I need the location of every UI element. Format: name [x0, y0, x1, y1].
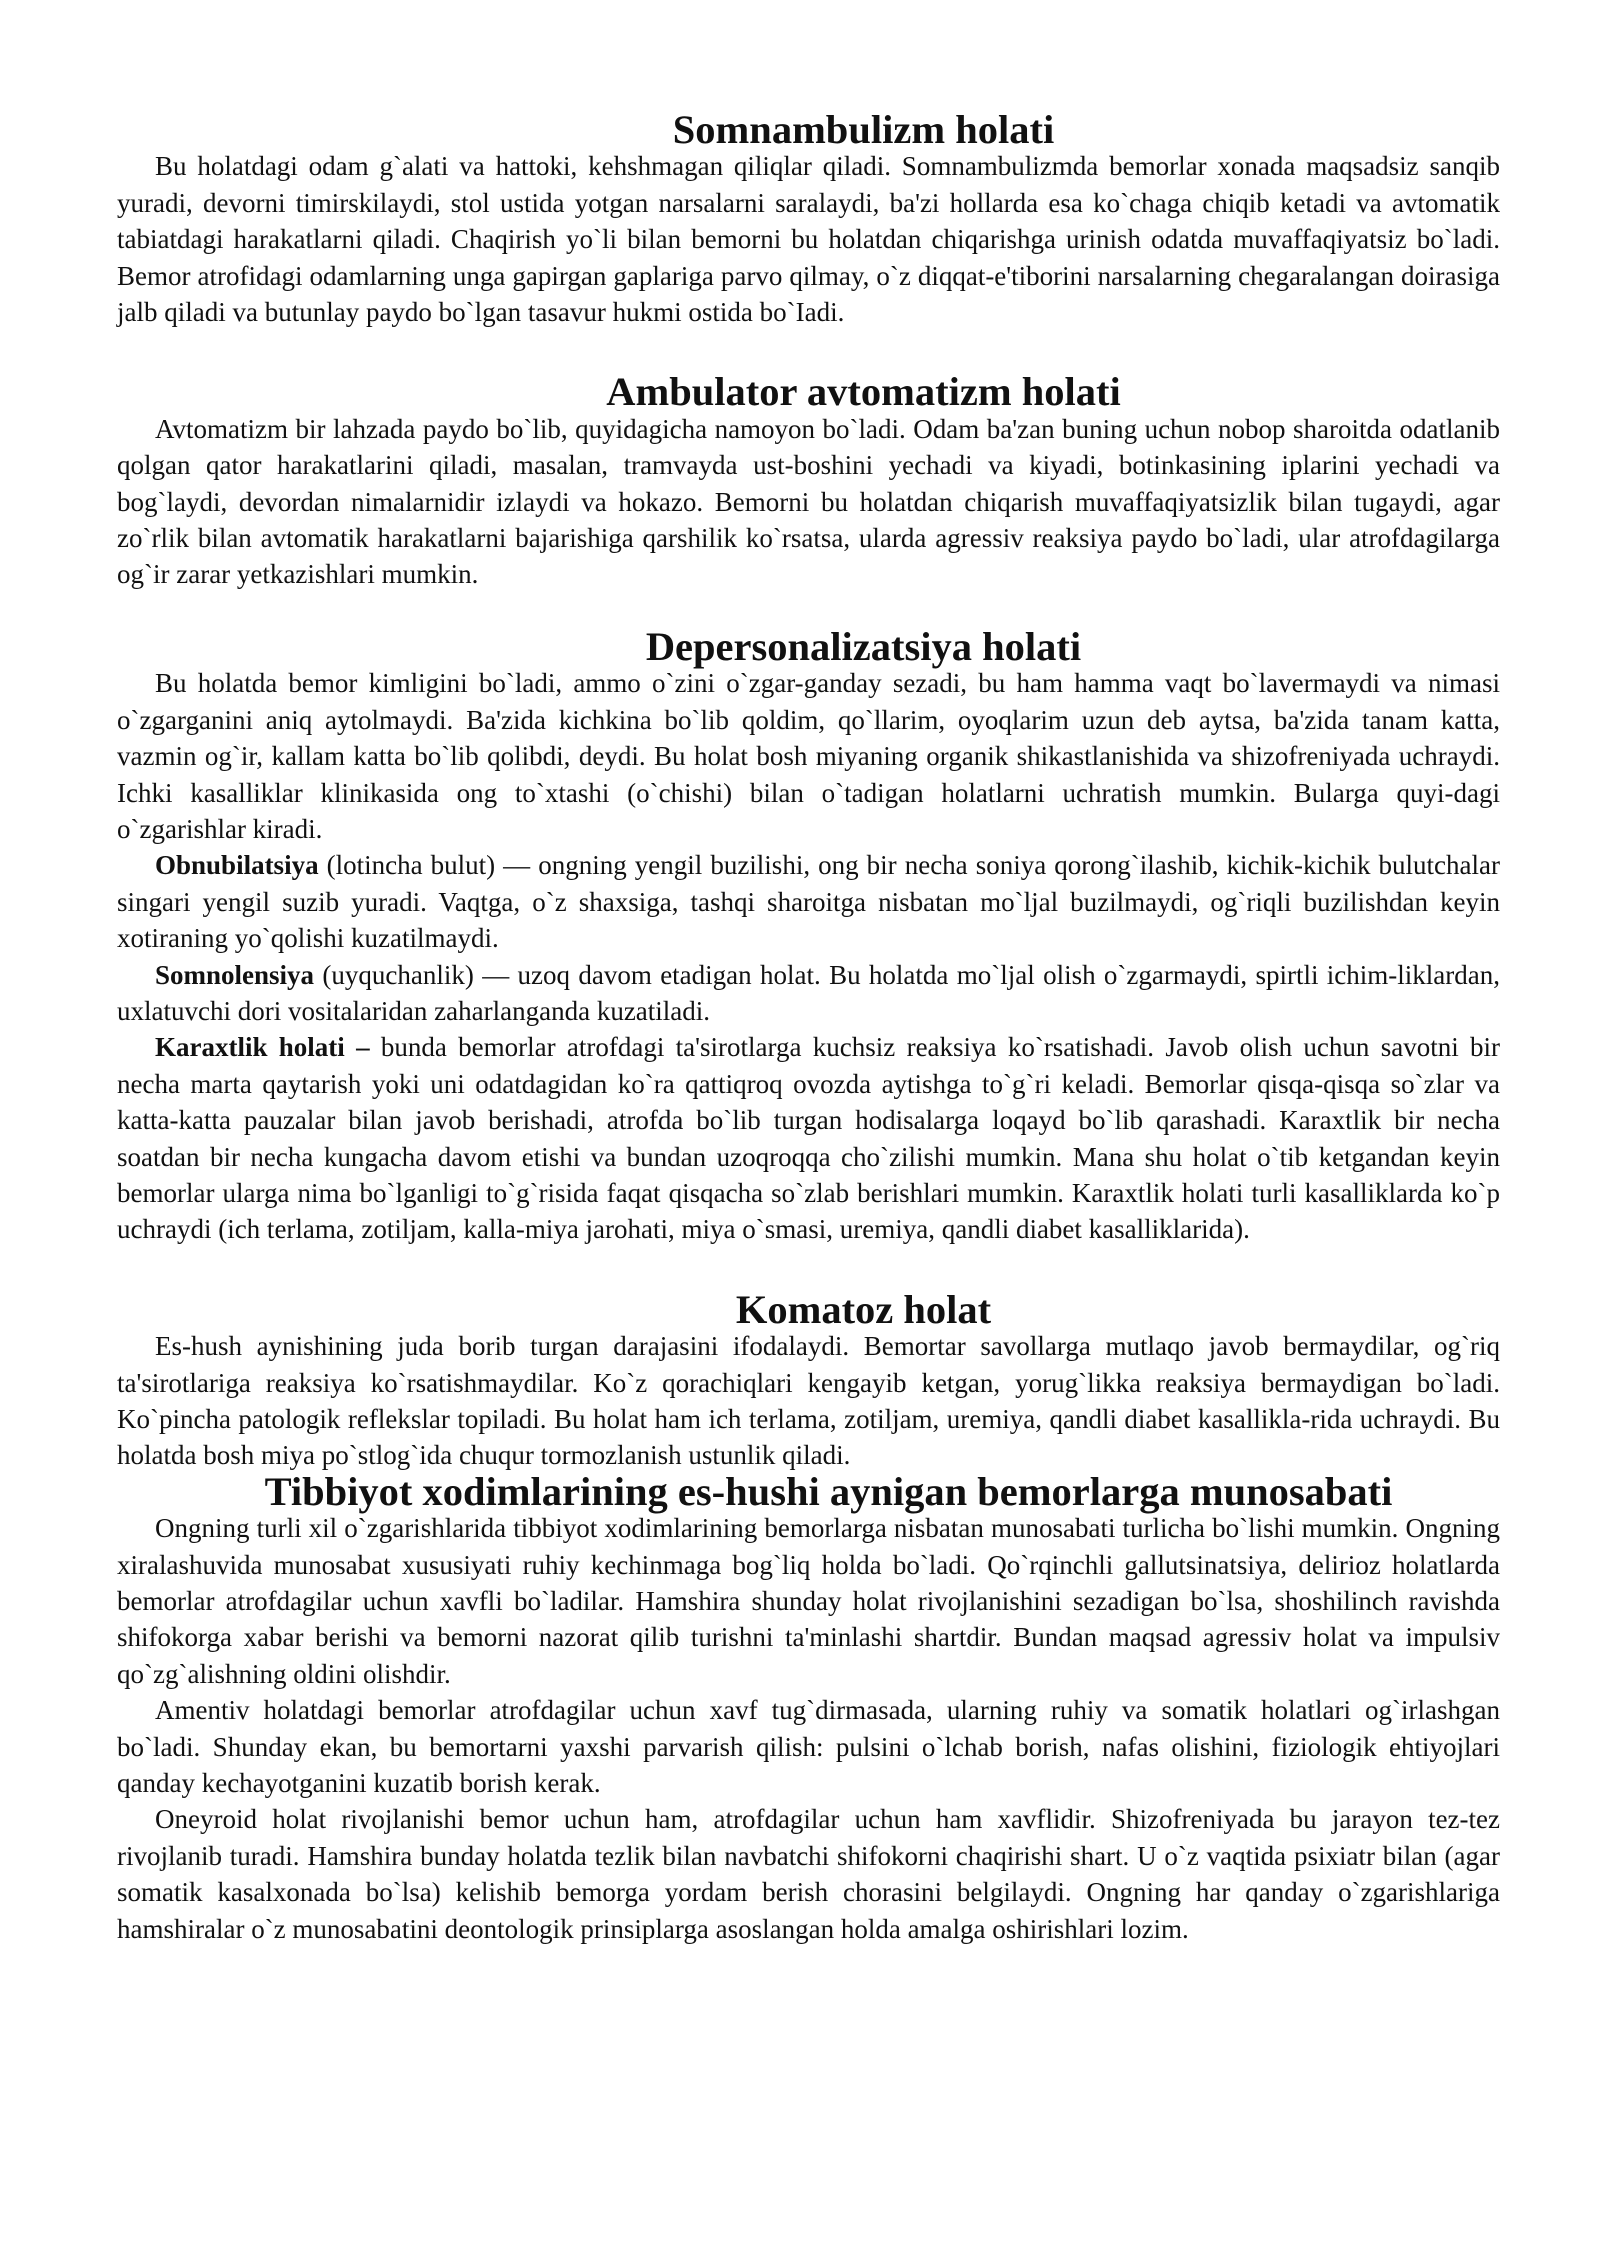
paragraph-karaxtlik: [117, 1029, 1500, 1247]
paragraph-somnolensiya: [117, 957, 1500, 1030]
paragraph: Avtomatizm bir lahzada paydo bo`lib, quyidagicha namoyon bo`ladi. Odam ba'zan buning uchun nobop sharoitda odatlanib qolgan qator harakatlarini qiladi, masalan, tramvayda ust-boshini yechadi va kiyadi, botinkasining iplarini yechadi va bog`laydi, devordan nimalarnidir izlaydi va hokazo. Bemorni bu holatdan chiqarish muvaffaqiyatsizlik bilan tugaydi, agar zo`rlik bilan avtomatik harakatlarni bajarishiga qarshilik ko`rsatsa, ularda agressiv reaksiya paydo bo`ladi, ular atrofdagilarga og`ir zarar yetkazishlari mumkin.: [117, 413, 1500, 590]
term-text: (uyquchanlik) — uzoq davom etadigan holat. Bu holatda mo`ljal olish o`zgarmaydi, spirtli ichim-liklardan, uxlatuvchi dori vositalaridan zaharlanganda kuzatiladi.: [117, 959, 1500, 1026]
paragraph: Amentiv holatdagi bemorlar atrofdagilar uchun xavf tug`dirmasada, ularning ruhiy va somatik holatlari og`irlashgan bo`ladi. Shunday ekan, bu bemortarni yaxshi parvarish qilish: pulsini o`lchab borish, nafas olishini, fiziologik ehtiyojlari qanday kechayotganini kuzatib borish kerak.: [117, 1695, 1500, 1799]
section-ambulator: [117, 369, 1500, 592]
paragraph: Ongning turli xil o`zgarishlarida tibbiyot xodimlarining bemorlarga nisbatan munosabati turlicha bo`lishi mumkin. Ongning xiralashuvida munosabat xususiyati ruhiy kechinmaga bog`liq holda bo`ladi. Qo`rqinchli gallutsinatsiya, delirioz holatlarda bemorlar atrofdagilar uchun xavfli bo`ladilar. Hamshira shunday holat rivojlanishini sezadigan bo`lsa, shoshilinch ravishda shifokorga xabar berishi va bemorni nazorat qilib turishni ta'minlashi shartdir. Bundan maqsad agressiv holat va impulsiv qo`zg`alishning oldini olishdir.: [117, 1513, 1500, 1689]
section-heading: Ambulator avtomatizm holati: [606, 369, 1121, 415]
term-text: (lotincha bulut) — ongning yengil buzilishi, ong bir necha soniya qorong`ilashib, kichik-kichik bulutchalar singari yengil suzib yuradi. Vaqtga, o`z shaxsiga, tashqi sharoitga nisbatan mo`ljal buzilmaydi, og`riqli buzilishdan keyin xotiraning yo`qolishi kuzatilmaydi.: [117, 850, 1500, 954]
paragraph: Es-hush aynishining juda borib turgan darajasini ifodalaydi. Bemortar savollarga mutlaqo javob bermaydilar, og`riq ta'sirotlariga reaksiya ko`rsatishmaydilar. Ko`z qorachiqlari kengayib ketgan, yorug`likka reaksiya bermaydigan bo`ladi. Ko`pincha patologik reflekslar topiladi. Bu holat ham ich terlama, zotiljam, uremiya, qandli diabet kasallikla-rida uchraydi. Bu holatda bosh miya po`stlog`ida chuqur tormozlanish ustunlik qiladi.: [117, 1331, 1500, 1471]
paragraph: Oneyroid holat rivojlanishi bemor uchun ham, atrofdagilar uchun ham xavflidir. Shizofreniyada bu jarayon tez-tez rivojlanib turadi. Hamshira bunday holatda tezlik bilan navbatchi shifokorni chaqirishi shart. U o`z vaqtida psixiatr bilan (agar somatik kasalxonada bo`lsa) kelishib bemorga yordam berish chorasini belgilaydi. Ongning har qanday o`zgarishlariga hamshiralar o`z munosabatini deontologik prinsiplarga asoslangan holda amalga oshirishlari lozim.: [117, 1804, 1500, 1944]
section-komatoz: [117, 1286, 1500, 1474]
term-label: Somnolensiya: [155, 959, 315, 990]
term-label: Karaxtlik holati –: [155, 1032, 370, 1063]
section-munosabat: [117, 1468, 1500, 1947]
section-heading: Tibbiyot xodimlarining es-hushi aynigan bemorlarga munosabati: [264, 1468, 1393, 1514]
term-label: Obnubilatsiya: [155, 850, 319, 881]
section-somnambulizm: [117, 107, 1500, 330]
paragraph: Bu holatdagi odam g`alati va hattoki, kehshmagan qiliqlar qiladi. Somnambulizmda bemorlar xonada maqsadsiz sanqib yuradi, devorni timirskilaydi, stol ustida yotgan narsalarni saralaydi, ba'zi hollarda esa ko`chaga chiqib ketadi va avtomatik tabiatdagi harakatlarni qiladi. Chaqirish yo`li bilan bemorni bu holatdan chiqarishga urinish odatda muvaffaqiyatsiz bo`ladi. Bemor atrofidagi odamlarning unga gapirgan gaplariga parvo qilmay, o`z diqqat-e'tiborini narsalarning chegaralangan doirasiga jalb qiladi va butunlay paydo bo`lgan tasavur hukmi ostida bo`Iadi.: [117, 151, 1500, 328]
term-text: bunda bemorlar atrofdagi ta'sirotlarga kuchsiz reaksiya ko`rsatishadi. Javob olish uchun savotni bir necha marta qaytarish yoki uni odatdagidan ko`ra qattiqroq ovozda aytishga to`g`ri keladi. Bemorlar qisqa-qisqa so`zlar va katta-katta pauzalar bilan javob berishadi, atrofda bo`lib turgan hodisalarga loqayd bo`lib qarashadi. Karaxtlik bir necha soatdan bir necha kungacha davom etishi va bundan uzoqroqqa cho`zilishi mumkin. Mana shu holat o`tib ketgandan keyin bemorlar ularga nima bo`lganligi to`g`risida faqat qisqacha so`zlab berishlari mumkin. Karaxtlik holati turli kasalliklarda ko`p uchraydi (ich terlama, zotiljam, kalla-miya jarohati, miya o`smasi, uremiya, qandli diabet kasalliklarida).: [117, 1032, 1500, 1245]
section-heading: Somnambulizm holati: [672, 107, 1055, 152]
paragraph-obnubilatsiya: [117, 847, 1500, 956]
section-depersonalizatsiya: [117, 623, 1500, 1248]
section-heading: Komatoz holat: [735, 1286, 992, 1332]
section-heading: Depersonalizatsiya holati: [645, 623, 1082, 669]
paragraph: Bu holatda bemor kimligini bo`ladi, ammo o`zini o`zgar-ganday sezadi, bu ham hamma vaqt bo`lavermaydi va nimasi o`zgarganini aniq aytolmaydi. Ba'zida kichkina bo`lib qoldim, qo`llarim, oyoqlarim uzun deb aytsa, ba'zida tanam katta, vazmin og`ir, kallam katta bo`lib qolibdi, deydi. Bu holat bosh miyaning organik shikastlanishida va shizofreniyada uchraydi. Ichki kasalliklar klinikasida ong to`xtashi (o`chishi) bilan o`tadigan holatlarni uchratish mumkin. Bularga quyi-dagi o`zgarishlar kiradi.: [117, 668, 1500, 844]
